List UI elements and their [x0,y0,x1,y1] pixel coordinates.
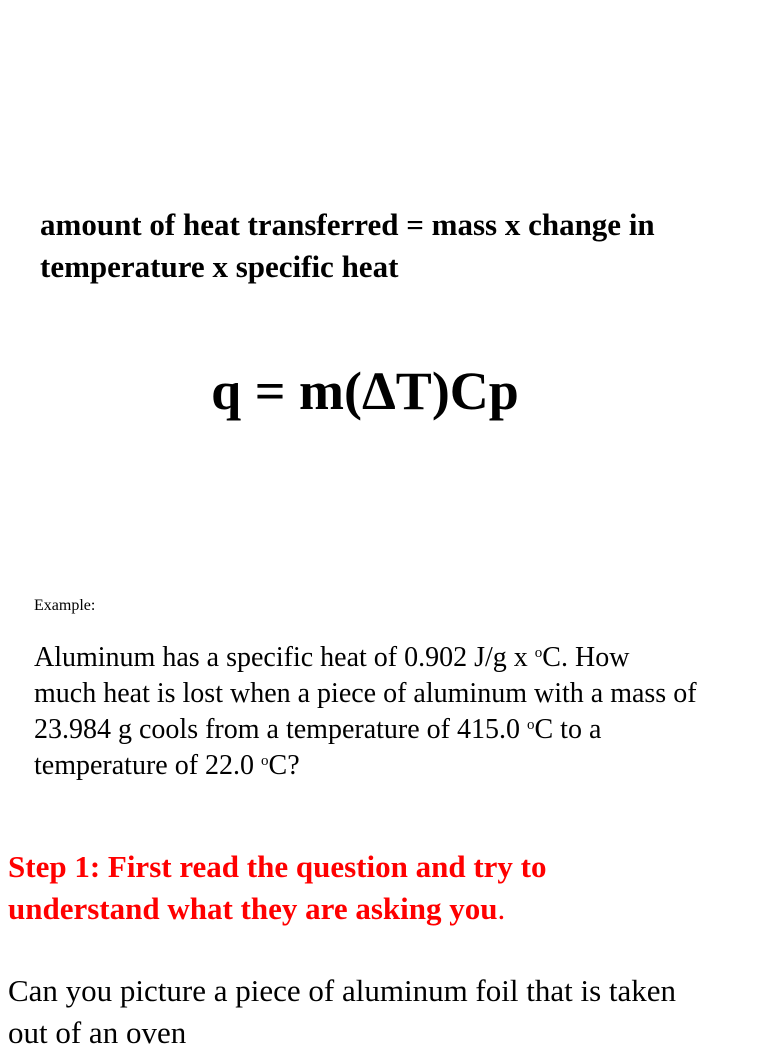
degree-symbol: o [261,753,269,769]
problem-line-2: much heat is lost when a piece of aluminum with a mass of [34,678,697,709]
step-1-line-2: understand what they are asking you. [8,891,506,926]
problem-line-1: Aluminum has a specific heat of 0.902 J/g x $^o$C. How [34,642,630,673]
problem-line-3: 23.984 g cools from a temperature of 415.0 $^o$C to a [34,714,602,745]
step-1-heading [8,846,748,930]
heat-definition-line-1: amount of heat transferred = mass x change in [40,207,655,242]
picture-question-line-2: out of an oven [8,1015,187,1050]
degree-symbol: o [534,645,543,661]
heat-formula: q = m(ΔT)Cp [211,361,519,421]
degree-symbol: o [526,717,535,733]
picture-question [8,970,768,1054]
picture-question-line-1: Can you picture a piece of aluminum foil that is taken [8,973,677,1008]
example-problem [34,640,754,784]
step-1-line-1: Step 1: First read the question and try to [8,849,547,884]
problem-line-4: temperature of 22.0 $^o$C? [34,750,300,781]
example-label: Example: [34,597,96,614]
heat-definition-line-2: temperature x specific heat [40,249,399,284]
heat-definition [40,204,740,288]
